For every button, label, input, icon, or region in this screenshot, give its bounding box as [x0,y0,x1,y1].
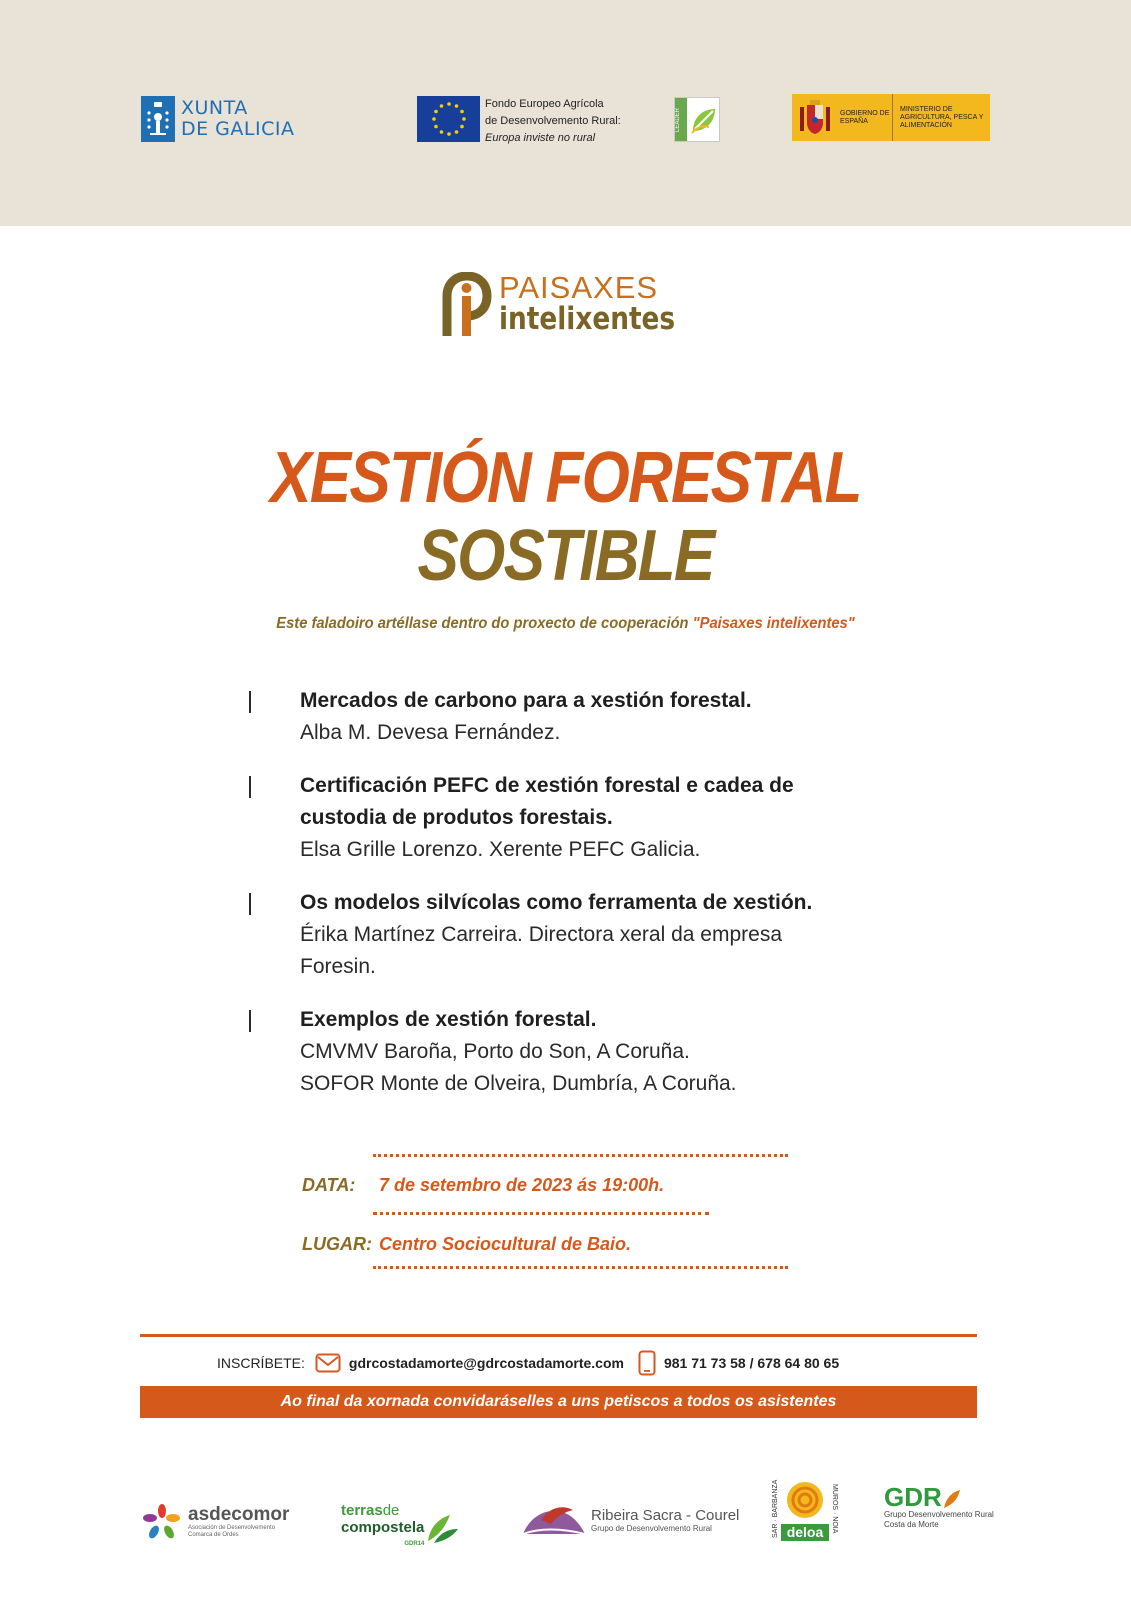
pi-monogram-icon [441,272,493,338]
ribeira-sacra-sub: Grupo de Desenvolvemento Rural [591,1523,712,1533]
compostela-word: compostela [341,1519,425,1536]
feader-line2: de Desenvolvemento Rural: [485,115,621,127]
feader-logo [417,96,621,147]
agenda-item [249,887,849,983]
terras-de-compostela-logo [341,1502,460,1553]
agenda-item [249,770,849,866]
asdecomor-flower-icon [142,1504,182,1540]
gdr-flame-icon [942,1488,962,1510]
refreshments-banner: Ao final da xornada convidaráselles a uns petiscos a todos os asistentes [140,1386,977,1418]
mail-icon [315,1353,341,1373]
xunta-line1: XUNTA [181,97,248,119]
gobierno-de-espana-logo [792,94,990,141]
agenda-bullet-bar [249,893,251,915]
agenda-item [249,685,849,749]
ribeira-sacra-courel-logo [521,1500,739,1540]
asdecomor-logo [142,1504,289,1540]
agenda-item-title: Exemplos de xestión forestal. [300,1008,597,1031]
agenda-item-example: SOFOR Monte de Olveira, Dumbría, A Coruña. [300,1072,737,1095]
gdr-sub1: Grupo Desenvolvemento Rural [884,1510,994,1519]
gdr-sub2: Costa da Morte [884,1520,939,1529]
agenda-item [249,1004,849,1100]
feader-line1: Fondo Europeo Agrícola [485,98,604,110]
agenda-bullet-bar [249,1010,251,1032]
agenda-item-speaker: Alba M. Devesa Fernández. [300,721,561,744]
agenda-item-speaker: Érika Martínez Carreira. Directora xeral da empresa [300,923,782,946]
terras-leaves-icon [424,1511,460,1545]
agenda-item-speaker: Elsa Grille Lorenzo. Xerente PEFC Galicia. [300,838,701,861]
gobierno-text: GOBIERNO DE ESPAÑA [838,94,893,141]
subtitle-highlight: "Paisaxes intelixentes" [692,615,855,632]
subtitle [45,615,1086,633]
xunta-line2: DE GALICIA [181,118,295,140]
gdr-costa-da-morte-logo [884,1484,994,1530]
eu-flag-icon [417,96,480,142]
feader-line3: Europa inviste no rural [485,132,596,144]
agenda-bullet-bar [249,776,251,798]
logo-word-intelixentes: intelixentes [499,301,676,337]
paisaxes-intelixentes-logo [441,272,706,338]
asdecomor-sub1: Asociación de Desenvolvemento [188,1525,276,1531]
gdr-letters: GDR [884,1482,942,1512]
agenda-item-title: Certificación PEFC de xestión forestal e cadea de [300,774,794,797]
terras-de-word: de [382,1502,400,1519]
register-label: INSCRÍBETE: [217,1355,305,1371]
leaf-icon [687,105,719,135]
asdecomor-name: asdecomor [188,1504,290,1525]
place-value: Centro Sociocultural de Baio. [379,1234,632,1254]
coat-of-arms-icon [792,94,838,141]
xunta-de-galicia-logo [141,96,294,142]
date-label: DATA: [302,1175,356,1195]
contact-top-rule [140,1334,977,1337]
main-title-line2: SOSTIBLE [417,516,714,596]
place-label: LUGAR: [302,1234,372,1254]
deloa-left-text: SAR · BARBANZA [772,1479,779,1539]
contact-email-link[interactable]: gdrcostadamorte@gdrcostadamorte.com [348,1355,624,1371]
phone-icon [638,1350,656,1376]
ministerio-text: MINISTERIO DE AGRICULTURA, PESCA Y ALIMENTACIÓN [900,105,984,129]
dotted-divider [373,1212,709,1215]
agenda-item-title: Mercados de carbono para a xestión forestal. [300,689,752,712]
terras-word: terras [341,1502,383,1519]
agenda-item-title-cont: custodia de produtos forestais. [300,806,613,829]
deloa-name: deloa [786,1524,824,1540]
dotted-divider [373,1266,788,1269]
registration-contact [217,1350,839,1376]
ribeira-sacra-name: Ribeira Sacra - Courel [591,1506,740,1524]
agenda-item-title: Os modelos silvícolas como ferramenta de xestión. [300,891,813,914]
leader-label: LEADER [675,98,687,141]
ribeira-sacra-hills-icon [521,1500,587,1540]
deloa-logo [772,1476,838,1542]
subtitle-text: Este faladoiro artéllase dentro do proxecto de cooperación [276,615,693,632]
leader-logo [674,97,720,142]
agenda-bullet-bar [249,691,251,713]
dotted-divider [373,1154,788,1157]
logo-word-paisaxes: PAISAXES [499,270,659,305]
asdecomor-sub2: Comarca de Ordes [188,1532,239,1538]
deloa-right-text: MUROS · NOIA [831,1484,838,1534]
contact-phones: 981 71 73 58 / 678 64 80 65 [663,1355,840,1371]
date-value: 7 de setembro de 2023 ás 19:00h. [379,1175,665,1195]
gdr14-word: GDR14 [404,1541,425,1547]
agenda-item-speaker-cont: Foresin. [300,955,376,978]
xunta-emblem-icon [141,96,175,142]
main-title-line1: XESTIÓN FORESTAL [270,438,861,518]
agenda-list [249,685,849,1121]
agenda-item-example: CMVMV Baroña, Porto do Son, A Coruña. [300,1040,690,1063]
